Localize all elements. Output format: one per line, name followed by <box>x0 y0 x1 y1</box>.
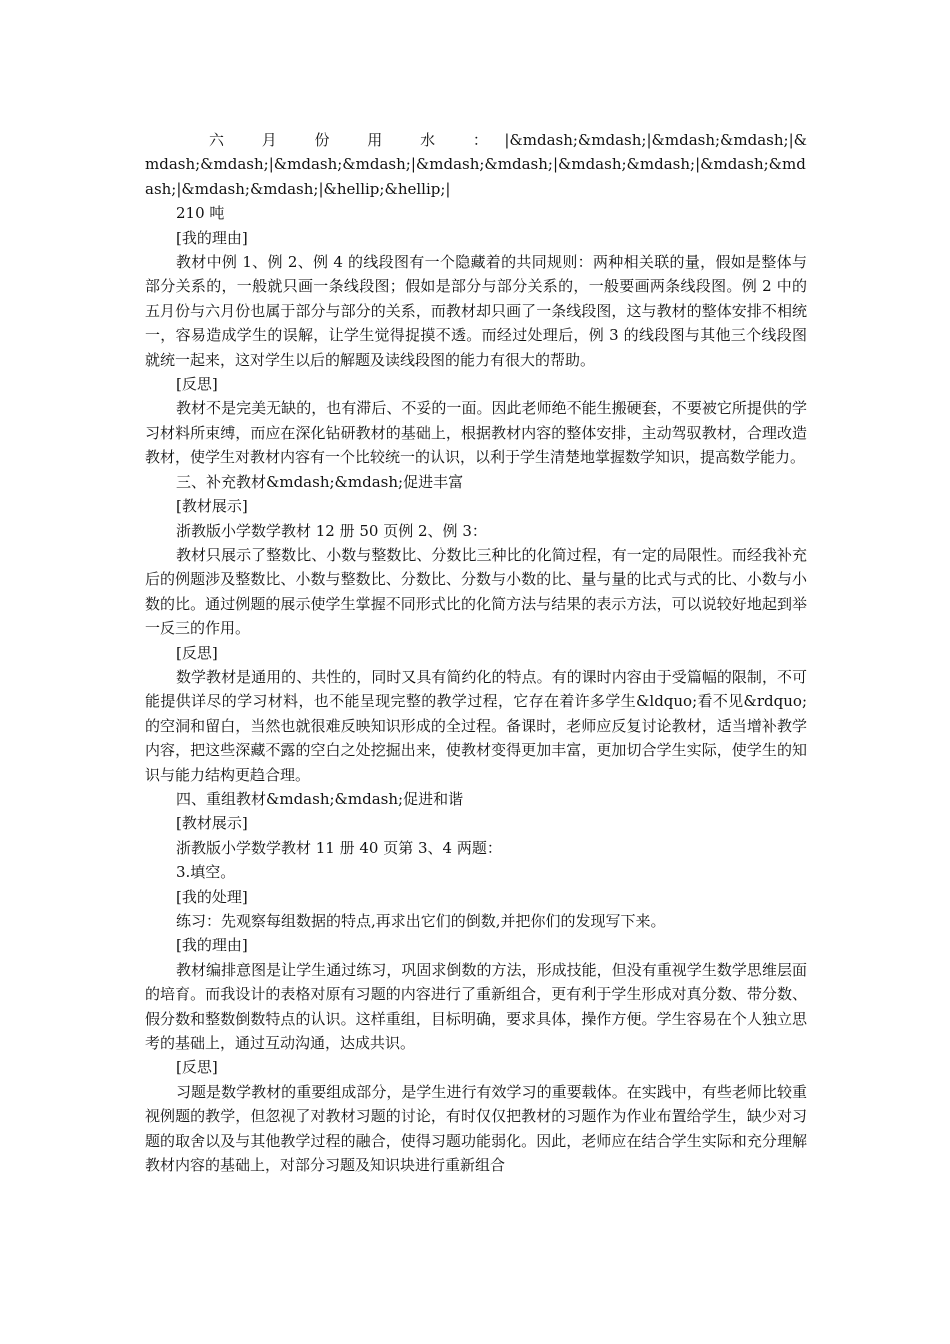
exercise-item: 3.填空。 <box>176 863 236 882</box>
body-paragraph: 教材不是完美无缺的，也有滞后、不妥的一面。因此老师绝不能生搬硬套，不要被它所提供的学习材料所束缚，而应在深化钻研教材的基础上，根据教材内容的整体安排，主动驾驭教材，合理改造教材，使学生对教材内容有一个比较统一的认识，以利于学生清楚地掌握数学知识，提高数学能力。 <box>145 399 807 467</box>
water-usage-line <box>145 128 807 201</box>
body-paragraph: 教材只展示了整数比、小数与整数比、分数比三种比的化简过程，有一定的局限性。而经我补充后的例题涉及整数比、小数与整数比、分数比、分数与小数的比、量与量的比式与式的比、小数与小数的比。通过例题的展示使学生掌握不同形式比的化简方法与结果的表示方法，可以说较好地起到举一反三的作用。 <box>145 545 807 638</box>
section-label-reason: [我的理由] <box>176 936 248 955</box>
section-heading-supplement: 三、补充教材&mdash;&mdash;促进丰富 <box>176 472 464 491</box>
section-label-display: [教材展示] <box>176 814 248 833</box>
textbook-reference: 浙教版小学数学教材 11 册 40 页第 3、4 两题： <box>176 838 502 857</box>
exercise-instruction: 练习：先观察每组数据的特点,再求出它们的倒数,并把你们的发现写下来。 <box>176 912 666 930</box>
body-paragraph: 教材编排意图是让学生通过练习，巩固求倒数的方法，形成技能，但没有重视学生数学思维层面的培育。而我设计的表格对原有习题的内容进行了重新组合，更有利于学生形成对真分数、带分数、假分数和整数倒数特点的认识。这样重组，目标明确，要求具体，操作方便。学生容易在个人独立思考的基础上，通过互动沟通，达成共识。 <box>145 960 807 1053</box>
line-segment-marks: |&mdash;&mdash;|&mdash;&mdash;|&mdash;&mdash;|&mdash;&mdash;|&mdash;&mdash;|&mdash;&mdash;|&mdash;&mdash;|&mdash;&mdash;|&hellip;&hellip;| <box>145 131 807 198</box>
textbook-reference: 浙教版小学数学教材 12 册 50 页例 2、例 3： <box>176 521 487 540</box>
water-amount: 210 吨 <box>176 204 225 223</box>
section-label-handling: [我的处理] <box>176 887 248 906</box>
body-paragraph: 习题是数学教材的重要组成部分，是学生进行有效学习的重要载体。在实践中，有些老师比较重视例题的教学，但忽视了对教材习题的讨论，有时仅仅把教材的习题作为作业布置给学生，缺少对习题的取舍以及与其他教学过程的融合，使得习题功能弱化。因此，老师应在结合学生实际和充分理解教材内容的基础上，对部分习题及知识块进行重新组合 <box>145 1082 807 1175</box>
body-paragraph: 数学教材是通用的、共性的，同时又具有简约化的特点。有的课时内容由于受篇幅的限制，不可能提供详尽的学习材料，也不能呈现完整的教学过程，它存在着许多学生&ldquo;看不见&rdquo;的空洞和留白，当然也就很难反映知识形成的全过程。备课时，老师应反复讨论教材，适当增补教学内容，把这些深藏不露的空白之处挖掘出来，使教材变得更加丰富，更加切合学生实际，使学生的知识与能力结构更趋合理。 <box>145 667 807 784</box>
section-label-reflection: [反思] <box>176 375 218 394</box>
body-paragraph: 教材中例 1、例 2、例 4 的线段图有一个隐藏着的共同规则：两种相关联的量，假如是整体与部分关系的，一般就只画一条线段图；假如是部分与部分关系的，一般要画两条线段图。例 2 中的五月份与六月份也属于部分与部分的关系，而教材却只画了一条线段图，这与教材的整体安排不相统一，容易造成学生的误解，让学生觉得捉摸不透。而经过处理后，例 3 的线段图与其他三个线段图就统一起来，这对学生以后的解题及读线段图的能力有很大的帮助。 <box>145 253 807 369</box>
document-page <box>145 128 807 1177</box>
section-heading-reorganize: 四、重组教材&mdash;&mdash;促进和谐 <box>176 789 464 808</box>
section-label-reflection: [反思] <box>176 1058 218 1077</box>
section-label-display: [教材展示] <box>176 497 248 516</box>
section-label-reflection: [反思] <box>176 643 218 662</box>
june-water-label: 六 月 份 用 水 ： <box>209 131 505 149</box>
section-label-reason: [我的理由] <box>176 228 248 247</box>
